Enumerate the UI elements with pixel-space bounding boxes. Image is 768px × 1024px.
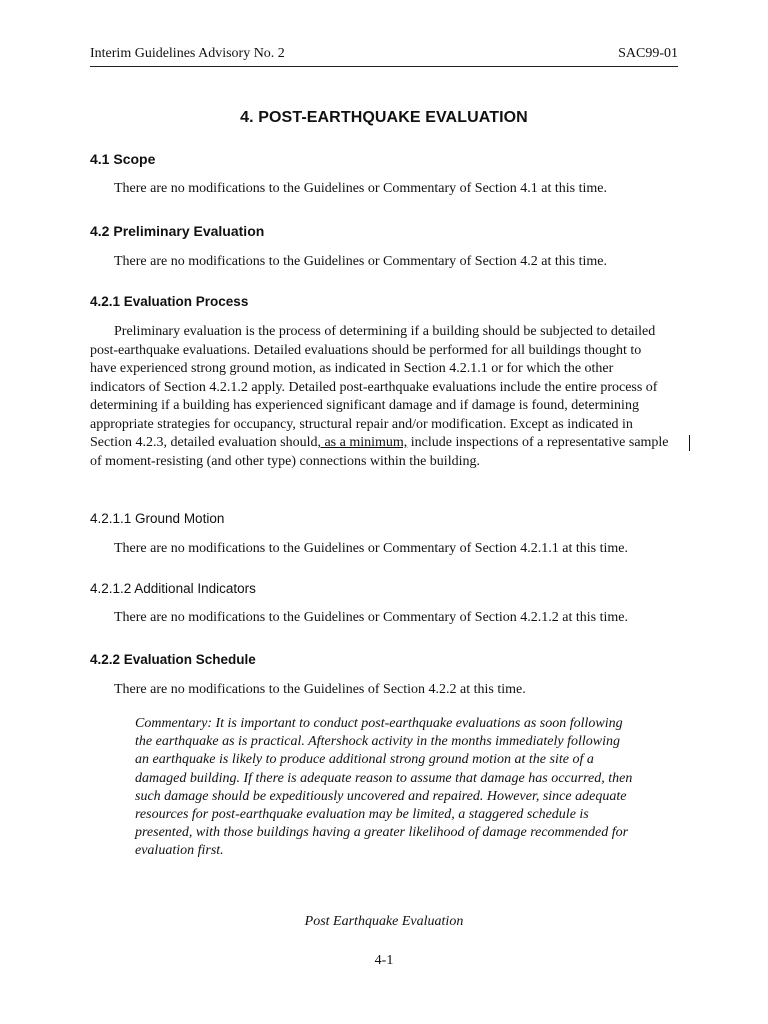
section-4-2-1-1-text: There are no modifications to the Guidelines or Commentary of Section 4.2.1.1 at this time. xyxy=(114,541,628,556)
commentary-block: Commentary: It is important to conduct post-earthquake evaluations as soon following the earthquake as is practical. Aftershock activity in the months immediately following an earthquake is likely to produce additional strong ground motion at the site of a damaged building. If there is adequate reason to assume that damage has occurred, then such damage should be expeditiously uncovered and repaired. However, since adequate resources for post-earthquake evaluation may be limited, a staggered schedule is presented, with those buildings having a greater likelihood of damage recommended for evaluation first. xyxy=(135,716,633,859)
section-4-1-heading: 4.1 Scope xyxy=(90,151,156,167)
section-4-2-1-2-text: There are no modifications to the Guidelines or Commentary of Section 4.2.1.2 at this time. xyxy=(114,610,628,625)
section-4-2-1-paragraph xyxy=(90,323,670,471)
section-4-2-1-1-heading: 4.2.1.1 Ground Motion xyxy=(90,511,225,526)
header-document-id: SAC99-01 xyxy=(618,46,678,61)
underlined-revision: , as a minimum, xyxy=(317,435,408,450)
section-4-2-heading: 4.2 Preliminary Evaluation xyxy=(90,223,265,239)
header-rule xyxy=(90,66,678,67)
chapter-title: 4. POST-EARTHQUAKE EVALUATION xyxy=(240,109,528,126)
section-4-2-text: There are no modifications to the Guidelines or Commentary of Section 4.2 at this time. xyxy=(114,254,607,269)
section-4-2-2-heading: 4.2.2 Evaluation Schedule xyxy=(90,652,256,667)
revision-change-bar xyxy=(689,435,690,451)
header-document-title: Interim Guidelines Advisory No. 2 xyxy=(90,46,285,61)
footer-title: Post Earthquake Evaluation xyxy=(304,914,464,929)
section-4-2-1-heading: 4.2.1 Evaluation Process xyxy=(90,294,249,309)
section-4-1-text: There are no modifications to the Guidelines or Commentary of Section 4.1 at this time. xyxy=(114,181,607,196)
section-4-2-2-text: There are no modifications to the Guidelines of Section 4.2.2 at this time. xyxy=(114,682,526,697)
page-number: 4-1 xyxy=(374,953,394,968)
section-4-2-1-2-heading: 4.2.1.2 Additional Indicators xyxy=(90,581,256,596)
paragraph-text-part: Preliminary evaluation is the process of determining if a building should be subjected to detailed post-earthquake evaluations. Detailed evaluations should be performed for all buildings thought to have experienced strong ground motion, as indicated in Section 4.2.1.1 or for which the other indicators of Section 4.2.1.2 apply. Detailed post-earthquake evaluations include the entire process of determining if a building has experienced significant damage and if damage is found, determining appropriate strategies for occupancy, structural repair and/or modification. Except as indicated in Section 4.2.3, detailed evaluation should xyxy=(90,324,658,450)
paragraph-text-part: include inspections of a representative sample of moment-resisting (and other type) connections within the building. xyxy=(90,435,669,469)
